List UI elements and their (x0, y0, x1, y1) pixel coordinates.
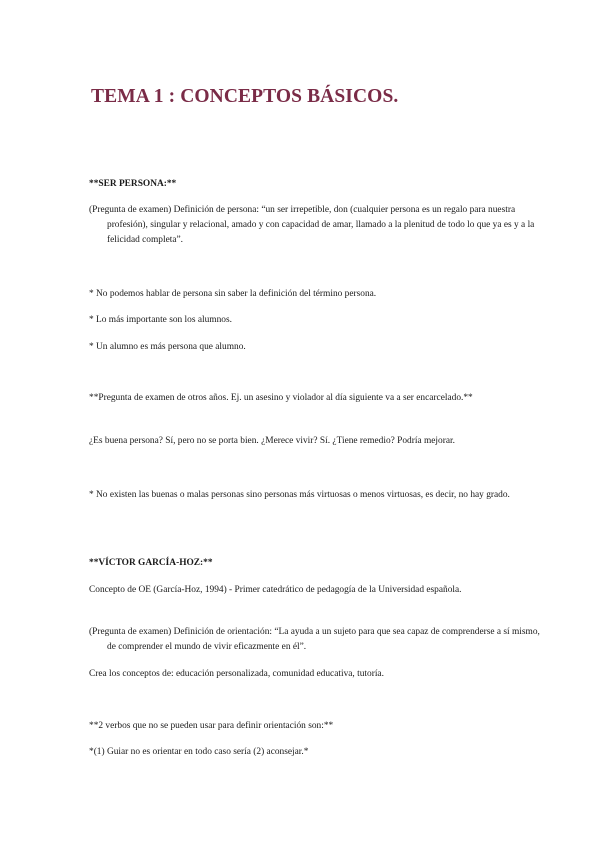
paragraph-dos-verbos: **2 verbos que no se pueden usar para definir orientación son:** (89, 721, 334, 731)
bullet-item: * No podemos hablar de persona sin saber la definición del término persona. (89, 289, 377, 299)
paragraph-crea-conceptos: Crea los conceptos de: educación personalizada, comunidad educativa, tutoría. (89, 669, 384, 679)
paragraph-concepto-oe: Concepto de OE (García-Hoz, 1994) - Primer catedrático de pedagogía de la Universidad española. (89, 585, 462, 595)
bullet-item: * Lo más importante son los alumnos. (89, 315, 232, 325)
section-heading-victor-garcia-hoz: **VÍCTOR GARCÍA-HOZ:** (89, 558, 213, 568)
paragraph-pregunta-otros-anos: **Pregunta de examen de otros años. Ej. un asesino y violador al día siguiente va a ser encarcelado.** (89, 393, 473, 403)
page-title: TEMA 1 : CONCEPTOS BÁSICOS. (91, 86, 399, 107)
paragraph-definicion-orientacion: (Pregunta de examen) Definición de orientación: “La ayuda a un sujeto para que sea capaz de comprenderse a sí mismo, de comprender el mundo de vivir eficazmente en él”. (89, 627, 540, 652)
bullet-item: * Un alumno es más persona que alumno. (89, 342, 246, 352)
paragraph-guiar-aconsejar: *(1) Guiar no es orientar en todo caso sería (2) aconsejar.* (89, 747, 309, 757)
paragraph-preguntas: ¿Es buena persona? Sí, pero no se porta bien. ¿Merece vivir? Sí. ¿Tiene remedio? Podría mejorar. (89, 436, 455, 446)
paragraph-definicion-persona: (Pregunta de examen) Definición de persona: “un ser irrepetible, don (cualquier persona es un regalo para nuestra profesión), singular y relacional, amado y con capacidad de amar, llamado a la plenitud de todo lo que ya es y a la felicidad completa”. (89, 205, 535, 245)
bullet-item: * No existen las buenas o malas personas sino personas más virtuosas o menos virtuosas, es decir, no hay grado. (89, 490, 510, 500)
section-heading-ser-persona: **SER PERSONA:** (89, 179, 177, 189)
